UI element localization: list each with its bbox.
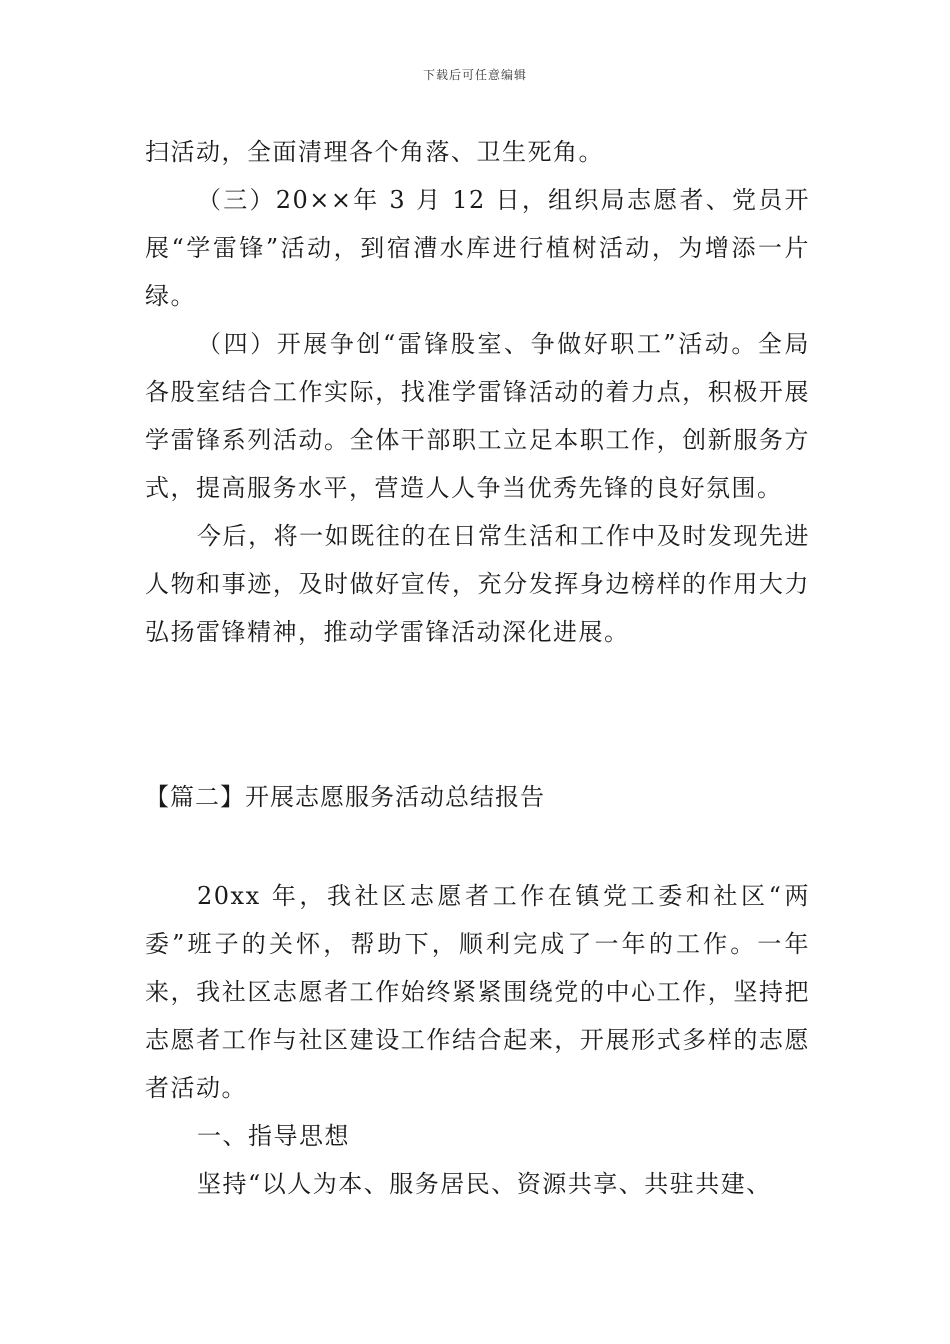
paragraph-5: 20xx 年，我社区志愿者工作在镇党工委和社区“两委”班子的关怀，帮助下，顺利完成了一年的工作。一年来，我社区志愿者工作始终紧紧围绕党的中心工作，坚持把志愿者工作与社区建设工作结合起来，开展形式多样的志愿者活动。 [145,882,810,1102]
body-part-1 [145,128,810,656]
paragraph-4: 今后，将一如既往的在日常生活和工作中及时发现先进人物和事迹，及时做好宣传，充分发挥身边榜样的作用大力弘扬雷锋精神，推动学雷锋活动深化进展。 [145,522,810,646]
paragraph-6: 坚持“以人为本、服务居民、资源共享、共驻共建、 [197,1170,772,1198]
paragraph-1: 扫活动，全面清理各个角落、卫生死角。 [145,138,604,166]
paragraph-3: （四）开展争创“雷锋股室、争做好职工”活动。全局各股室结合工作实际，找准学雷锋活动的着力点，积极开展学雷锋系列活动。全体干部职工立足本职工作，创新服务方式，提高服务水平，营造人人争当优秀先锋的良好氛围。 [145,330,810,502]
section-title: 【篇二】开展志愿服务活动总结报告 [145,783,545,811]
body-part-2 [145,872,810,1208]
header-note: 下载后可任意编辑 [422,68,527,82]
paragraph-2: （三）20××年 3 月 12 日，组织局志愿者、党员开展“学雷锋”活动，到宿漕水库进行植树活动，为增添一片绿。 [145,186,810,310]
paragraph-heading-guiding-thought: 一、指导思想 [197,1122,350,1150]
